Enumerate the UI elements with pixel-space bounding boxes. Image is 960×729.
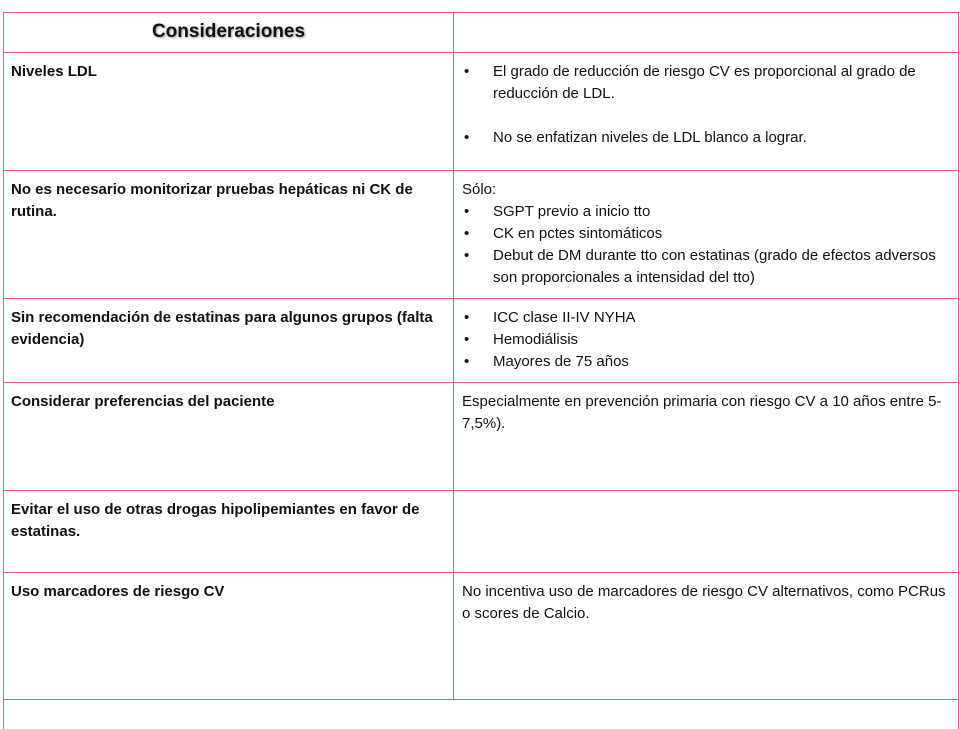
row-content (453, 171, 959, 298)
bullet-item: • Debut de DM durante tto con estatinas (grado de efectos adversos son proporcionales a intensidad del tto) (462, 245, 950, 289)
bullet-item: • Hemodiálisis (462, 329, 950, 351)
row-label: Niveles LDL (3, 53, 453, 170)
row-content (453, 53, 959, 170)
row-label: Evitar el uso de otras drogas hipolipemiantes en favor de estatinas. (3, 491, 453, 572)
empty-cell (3, 700, 959, 729)
row-content: Especialmente en prevención primaria con riesgo CV a 10 años entre 5-7,5%). (453, 383, 959, 490)
row-content (453, 491, 959, 572)
header-right (453, 13, 959, 52)
bullet-item: • El grado de reducción de riesgo CV es proporcional al grado de reducción de LDL. (462, 61, 950, 105)
row-label: No es necesario monitorizar pruebas hepáticas ni CK de rutina. (3, 171, 453, 298)
bullet-item: • ICC clase II-IV NYHA (462, 307, 950, 329)
table-row (3, 490, 959, 572)
table-header-row (3, 12, 959, 52)
bullet-item: • CK en pctes sintomáticos (462, 223, 950, 245)
row-label: Uso marcadores de riesgo CV (3, 573, 453, 699)
row-content (453, 299, 959, 382)
table-row (3, 52, 959, 170)
table-row (3, 170, 959, 298)
row-label: Sin recomendación de estatinas para algunos grupos (falta evidencia) (3, 299, 453, 382)
table-empty-row (3, 699, 959, 729)
table-row (3, 572, 959, 699)
bullet-item: • Mayores de 75 años (462, 351, 950, 373)
header-title: Consideraciones (3, 13, 453, 52)
table-row (3, 298, 959, 382)
row-label: Considerar preferencias del paciente (3, 383, 453, 490)
row-content: No incentiva uso de marcadores de riesgo CV alternativos, como PCRus o scores de Calcio. (453, 573, 959, 699)
row-intro: Sólo: (462, 181, 497, 198)
table-row (3, 382, 959, 490)
bullet-item: • No se enfatizan niveles de LDL blanco a lograr. (462, 127, 950, 149)
bullet-item: • SGPT previo a inicio tto (462, 201, 950, 223)
